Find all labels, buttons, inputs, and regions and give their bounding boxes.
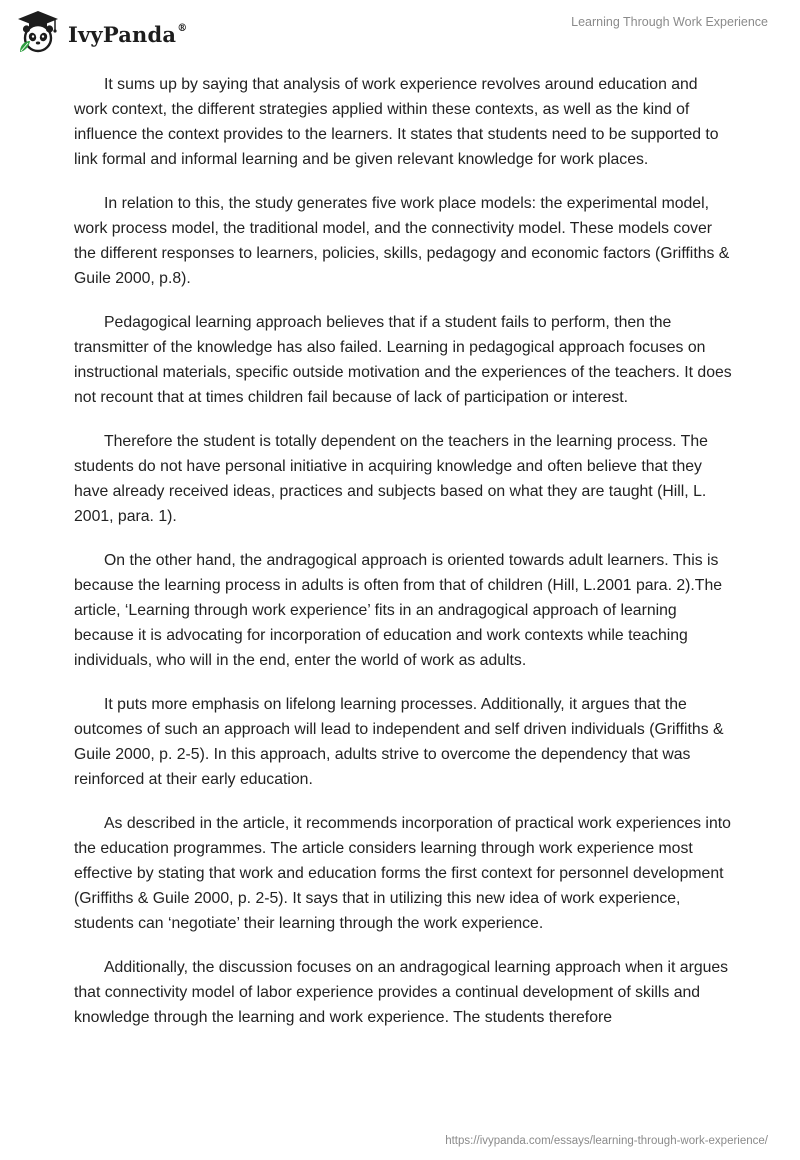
panda-graduate-icon [14,8,62,56]
paragraph-5: On the other hand, the andragogical approach is oriented towards adult learners. This is because the learning process in adults is often from that of children (Hill, L.2001 para. 2).The article, ‘Learning through work experience’ fits in an andragogical approach of learning because it is advocating for incorporation of education and work contexts while teaching individuals, who will in the end, enter the world of work as adults. [74,552,723,669]
ivypanda-logo[interactable] [14,8,187,56]
paragraph-7: As described in the article, it recommends incorporation of practical work experiences into the education programmes. The article considers learning through work experience most effective by stating that work and education forms the first context for personnel development (Griffiths & Guile 2000, p. 2-5). It says that in utilizing this new idea of work experience, students can ‘negotiate’ their learning through the work experience. [74,815,731,932]
paragraph-3: Pedagogical learning approach believes that if a student fails to perform, then the transmitter of the knowledge has also failed. Learning in pedagogical approach focuses on instructional materials, specific outside motivation and the experiences of the teachers. It does not recount that at times children fail because of lack of participation or interest. [74,314,732,406]
article-body [74,72,734,1049]
paragraph-8: Additionally, the discussion focuses on an andragogical learning approach when it argues that connectivity model of labor experience provides a continual development of skills and knowledge through the learning and work experience. The students therefore [74,959,729,1026]
document-title: Learning Through Work Experience [571,15,768,29]
paragraph-6: It puts more emphasis on lifelong learning processes. Additionally, it argues that the outcomes of such an approach will lead to independent and self driven individuals (Griffiths & Guile 2000, p. 2-5). In this approach, adults strive to overcome the dependency that was reinforced at their early education. [74,696,724,788]
page-header [0,0,800,60]
paragraph-2: In relation to this, the study generates five work place models: the experimental model, work process model, the traditional model, and the connectivity model. These models cover the different responses to learners, policies, skills, pedagogy and economic factors (Griffiths & Guile 2000, p.8). [74,195,730,287]
paragraph-4: Therefore the student is totally dependent on the teachers in the learning process. The students do not have personal initiative in acquiring knowledge and often believe that they have already received ideas, practices and subjects based on what they are taught (Hill, L. 2001, para. 1). [74,433,708,525]
registered-mark: ® [177,22,188,34]
paragraph-1: It sums up by saying that analysis of work experience revolves around education and work context, the different strategies applied within these contexts, as well as the kind of influence the context provides to the learners. It states that students need to be supported to link formal and informal learning and be given relevant knowledge for work places. [74,76,719,168]
source-url[interactable]: https://ivypanda.com/essays/learning-through-work-experience/ [445,1135,768,1147]
brand-name: IvyPanda® [68,21,188,47]
